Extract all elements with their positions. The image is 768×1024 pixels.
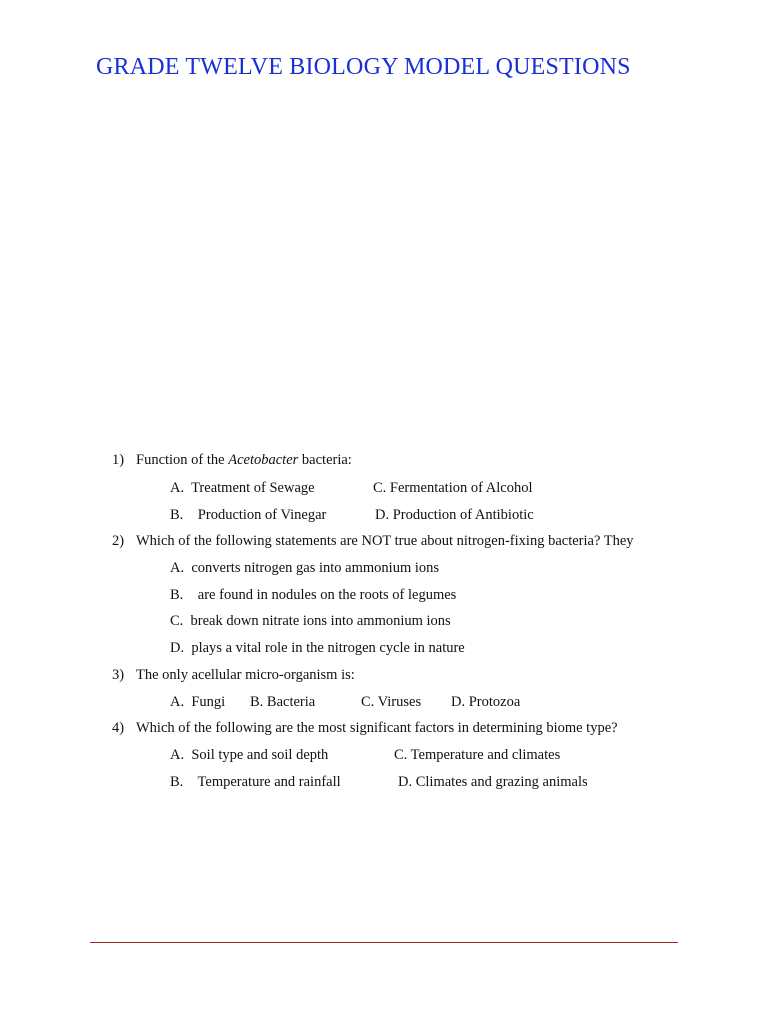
question-text: The only acellular micro-organism is:: [136, 667, 355, 683]
option: B. are found in nodules on the roots of legumes: [170, 587, 457, 603]
option: D. Production of Antibiotic: [375, 507, 534, 523]
page-title: GRADE TWELVE BIOLOGY MODEL QUESTIONS: [96, 54, 631, 80]
question-number: 1): [112, 452, 125, 468]
option: A. Treatment of Sewage: [170, 480, 315, 496]
option: D. Protozoa: [451, 694, 521, 710]
option: A. Soil type and soil depth: [170, 747, 329, 763]
option: C. Fermentation of Alcohol: [373, 480, 533, 496]
option: A. Fungi: [170, 694, 226, 710]
option: D. plays a vital role in the nitrogen cycle in nature: [170, 640, 465, 656]
option: B. Temperature and rainfall: [170, 774, 341, 790]
question-text: Function of the Acetobacter bacteria:: [136, 452, 352, 468]
option: B. Bacteria: [250, 694, 316, 710]
footer-divider: [90, 942, 678, 943]
question-number: 4): [112, 720, 125, 736]
option: B. Production of Vinegar: [170, 507, 327, 523]
question-number: 2): [112, 533, 125, 549]
question-text: Which of the following are the most significant factors in determining biome type?: [136, 720, 618, 736]
option: D. Climates and grazing animals: [398, 774, 588, 790]
italic-term: Acetobacter: [228, 452, 299, 468]
question-text: Which of the following statements are NOT true about nitrogen-fixing bacteria? They: [136, 533, 634, 549]
question-number: 3): [112, 667, 125, 683]
option: C. break down nitrate ions into ammonium ions: [170, 613, 451, 629]
option: C. Viruses: [361, 694, 422, 710]
option: C. Temperature and climates: [394, 747, 561, 763]
option: A. converts nitrogen gas into ammonium ions: [170, 560, 440, 576]
